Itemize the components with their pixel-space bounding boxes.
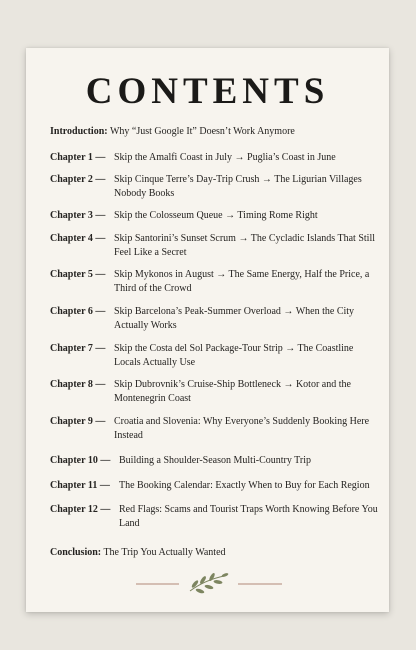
toc-entry-chapter-6[interactable] [50, 305, 378, 332]
toc-entry-chapter-1[interactable] [50, 151, 378, 165]
entry-label: Chapter 10 — [50, 455, 111, 466]
entry-title: Red Flags: Scams and Tourist Traps Worth Knowing Before You Land [119, 504, 378, 529]
entry-title: Skip the Amalfi Coast in July → Puglia’s Coast in June [114, 152, 336, 163]
entry-title: The Trip You Actually Wanted [103, 547, 226, 558]
toc-entry-chapter-7[interactable] [50, 342, 378, 369]
entry-label: Chapter 2 — [50, 174, 106, 185]
entry-title: Skip Dubrovnik’s Cruise-Ship Bottleneck → Kotor and the Montenegrin Coast [114, 379, 351, 404]
entry-label: Chapter 7 — [50, 343, 106, 354]
toc-entry-chapter-12[interactable] [50, 503, 378, 530]
entry-title: Skip the Costa del Sol Package-Tour Strip → The Coastline Locals Actually Use [114, 343, 354, 368]
entry-label: Chapter 5 — [50, 269, 106, 280]
entry-label: Chapter 9 — [50, 416, 106, 427]
toc-entry-introduction[interactable] [50, 125, 378, 139]
entry-label: Chapter 1 — [50, 152, 106, 163]
entry-label: Chapter 12 — [50, 504, 111, 515]
entry-title: The Booking Calendar: Exactly When to Buy for Each Region [119, 480, 370, 491]
toc-entry-chapter-10[interactable] [50, 454, 378, 468]
book-page [26, 48, 389, 612]
entry-title: Croatia and Slovenia: Why Everyone’s Suddenly Booking Here Instead [114, 416, 370, 441]
entry-label: Chapter 4 — [50, 233, 106, 244]
entry-title: Skip Barcelona’s Peak-Summer Overload → When the City Actually Works [114, 306, 355, 331]
entry-label: Chapter 8 — [50, 379, 106, 390]
toc-entry-chapter-9[interactable] [50, 415, 378, 442]
entry-label: Conclusion: [50, 547, 102, 558]
entry-title: Skip the Colosseum Queue → Timing Rome Right [114, 210, 318, 221]
entry-label: Chapter 3 — [50, 210, 106, 221]
toc-entry-chapter-8[interactable] [50, 378, 378, 405]
toc-entry-chapter-3[interactable] [50, 209, 378, 223]
toc-entry-conclusion[interactable] [50, 546, 378, 560]
divider-ornament [26, 570, 389, 598]
page-title: CONTENTS [85, 71, 330, 112]
entry-label: Chapter 11 — [50, 480, 110, 491]
entry-title: Skip Mykonos in August → The Same Energy, Half the Price, a Third of the Crowd [114, 269, 370, 294]
toc-entry-chapter-11[interactable] [50, 479, 378, 493]
toc-entry-chapter-4[interactable] [50, 232, 378, 259]
toc-entry-chapter-5[interactable] [50, 268, 378, 295]
entry-label: Chapter 6 — [50, 306, 106, 317]
laurel-sprig-icon [190, 572, 229, 594]
entry-title: Building a Shoulder-Season Multi-Country Trip [119, 455, 312, 466]
entry-title: Skip Cinque Terre’s Day-Trip Crush → The Ligurian Villages Nobody Books [114, 174, 362, 199]
entry-title: Skip Santorini’s Sunset Scrum → The Cycladic Islands That Still Feel Like a Secret [114, 233, 376, 258]
entry-title: Why “Just Google It” Doesn’t Work Anymore [109, 126, 295, 137]
entry-label: Introduction: [50, 126, 108, 137]
toc-entry-chapter-2[interactable] [50, 173, 378, 200]
